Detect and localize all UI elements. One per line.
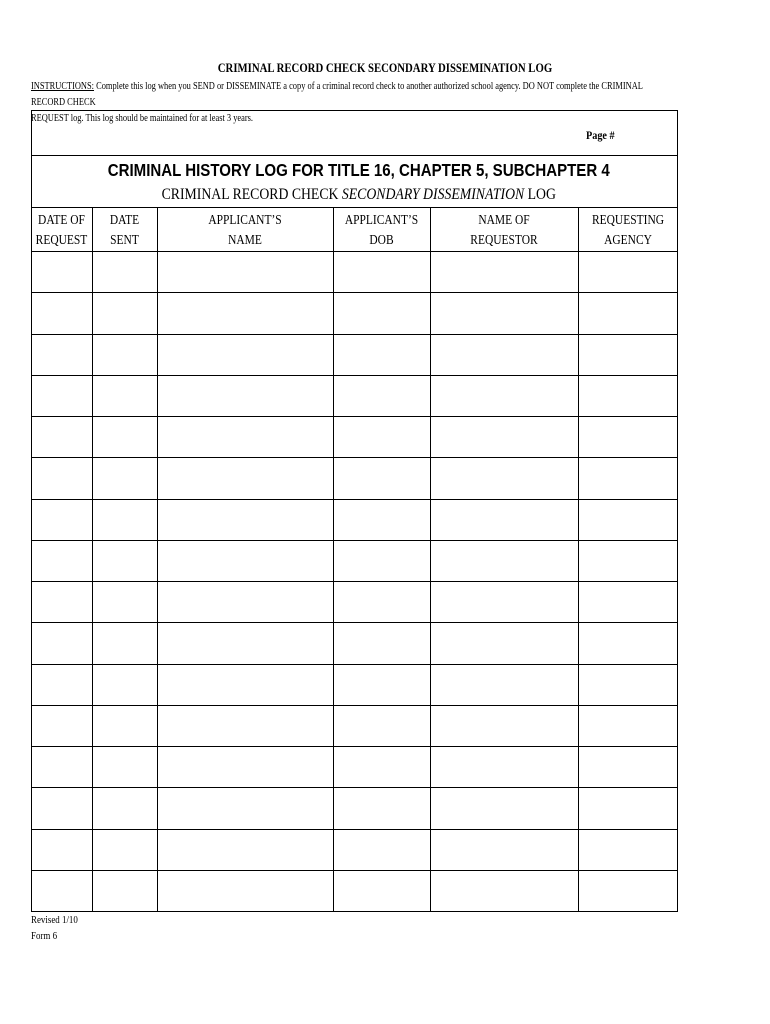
column-divider xyxy=(92,207,93,911)
form-subheading xyxy=(81,186,637,204)
column-divider xyxy=(333,207,334,911)
form-number: Form 6 xyxy=(31,931,58,942)
column-header-line-2: NAME xyxy=(228,232,262,247)
subheading-part-3: LOG xyxy=(524,186,556,203)
form-heading: CRIMINAL HISTORY LOG FOR TITLE 16, CHAPTER 5, SUBCHAPTER 4 xyxy=(107,160,610,180)
column-header-line-2: REQUEST xyxy=(35,232,88,247)
column-header-date-of-request xyxy=(36,210,88,250)
column-header-name-of-requestor xyxy=(441,210,567,250)
column-header-line-1: APPLICANT’S xyxy=(208,212,282,227)
column-header-line-1: REQUESTING xyxy=(591,212,665,227)
table-row xyxy=(31,292,678,293)
instructions-line-1 xyxy=(31,79,671,111)
column-header-applicant-name xyxy=(170,210,320,250)
column-header-requesting-agency xyxy=(586,210,671,250)
column-divider xyxy=(578,207,579,911)
instructions-text-1: Complete this log when you SEND or DISSEMINATE a copy of a criminal record check to another authorized school agency. DO NOT complete the CRIMINAL RECORD CHECK xyxy=(31,81,643,108)
column-divider xyxy=(430,207,431,911)
column-header-line-1: DATE xyxy=(109,212,140,227)
table-row xyxy=(31,499,678,500)
column-header-line-1: NAME OF xyxy=(478,212,530,227)
column-header-line-2: DOB xyxy=(369,232,394,247)
table-row xyxy=(31,540,678,541)
column-header-line-2: SENT xyxy=(110,232,139,247)
page-number-label: Page # xyxy=(586,128,615,142)
column-header-applicant-dob xyxy=(340,210,422,250)
table-row xyxy=(31,622,678,623)
column-divider xyxy=(157,207,158,911)
table-row xyxy=(31,457,678,458)
table-row xyxy=(31,870,678,871)
table-row xyxy=(31,829,678,830)
revised-date: Revised 1/10 xyxy=(31,915,78,926)
table-row xyxy=(31,375,678,376)
instructions-label: INSTRUCTIONS: xyxy=(31,81,95,92)
table-row xyxy=(31,581,678,582)
table-row xyxy=(31,251,678,252)
column-header-date-sent xyxy=(97,210,152,250)
subheading-italic: SECONDARY DISSEMINATION xyxy=(341,186,525,203)
table-row xyxy=(31,787,678,788)
document-title: CRIMINAL RECORD CHECK SECONDARY DISSEMINATION LOG xyxy=(217,61,553,75)
header-divider xyxy=(31,207,678,208)
subheading-part-1: CRIMINAL RECORD CHECK xyxy=(161,186,342,203)
column-header-line-1: DATE OF xyxy=(38,212,85,227)
table-row xyxy=(31,746,678,747)
instructions-line-2: REQUEST log. This log should be maintained for at least 3 years. xyxy=(31,113,254,124)
table-row xyxy=(31,664,678,665)
page-row-divider xyxy=(31,155,678,156)
table-row xyxy=(31,705,678,706)
table-row xyxy=(31,334,678,335)
column-header-line-2: AGENCY xyxy=(604,232,652,247)
column-header-line-2: REQUESTOR xyxy=(470,232,538,247)
column-header-line-1: APPLICANT’S xyxy=(344,212,419,227)
table-row xyxy=(31,416,678,417)
